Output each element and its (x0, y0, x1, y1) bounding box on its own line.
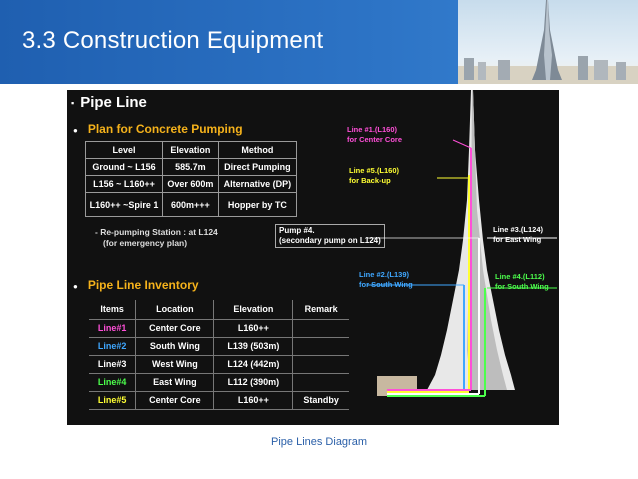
label-line: for South Wing (359, 280, 413, 289)
table-cell (293, 337, 349, 355)
inventory-title-text: Pipe Line Inventory (87, 278, 199, 292)
plan-title-text: Plan for Concrete Pumping (87, 122, 243, 136)
column-header: Level (86, 142, 163, 159)
table-cell: L156 ~ L160++ (86, 176, 163, 193)
table-row (89, 391, 349, 409)
header-photo (458, 0, 638, 84)
table-header-row (86, 142, 297, 159)
line3-label (493, 225, 543, 245)
repumping-note (95, 227, 218, 249)
table-cell (293, 319, 349, 337)
burj-khalifa-photo-icon (458, 0, 638, 84)
column-header: Location (136, 300, 214, 319)
table-cell: L160++ ~Spire 1 (86, 193, 163, 217)
pipe-inventory-table (89, 300, 349, 410)
table-cell: Hopper by TC (218, 193, 296, 217)
table-cell: L139 (503m) (214, 337, 293, 355)
column-header: Elevation (214, 300, 293, 319)
table-cell: Center Core (136, 319, 214, 337)
table-cell: Center Core (136, 391, 214, 409)
label-line: Line #1.(L160) (347, 125, 398, 134)
column-header: Method (218, 142, 296, 159)
line-item: Line#1 (89, 319, 136, 337)
callout-line: Pump #4. (279, 226, 315, 235)
table-cell: L112 (390m) (214, 373, 293, 391)
table-cell: West Wing (136, 355, 214, 373)
title-banner (0, 0, 638, 84)
repumping-line: (for emergency plan) (103, 238, 188, 248)
slide-main-title: ▪ Pipe Line (71, 94, 147, 111)
table-cell: South Wing (136, 337, 214, 355)
label-line: for Back-up (349, 176, 391, 185)
table-cell: 585.7m (163, 159, 219, 176)
repumping-line: - Re-pumping Station : at L124 (95, 227, 218, 237)
table-header-row (89, 300, 349, 319)
plan-heading (73, 122, 243, 136)
line5-label (349, 166, 399, 186)
table-cell: Standby (293, 391, 349, 409)
table-cell: L160++ (214, 319, 293, 337)
line-item: Line#2 (89, 337, 136, 355)
table-row (86, 159, 297, 176)
pumping-plan-table (85, 141, 297, 217)
column-header: Elevation (163, 142, 219, 159)
bullet-icon: ● (73, 126, 78, 135)
line-item: Line#4 (89, 373, 136, 391)
table-row (89, 355, 349, 373)
line-item: Line#3 (89, 355, 136, 373)
bullet-icon: ● (73, 282, 78, 291)
label-line: for South Wing (495, 282, 549, 291)
label-line: Line #5.(L160) (349, 166, 400, 175)
table-row (89, 319, 349, 337)
label-line: for East Wing (493, 235, 542, 244)
label-line: Line #2.(L139) (359, 270, 410, 279)
table-cell (293, 373, 349, 391)
column-header: Remark (293, 300, 349, 319)
figure-caption: Pipe Lines Diagram (271, 436, 367, 448)
table-cell: Alternative (DP) (218, 176, 296, 193)
table-cell (293, 355, 349, 373)
table-row (86, 193, 297, 217)
table-cell: Over 600m (163, 176, 219, 193)
table-cell: L124 (442m) (214, 355, 293, 373)
leader-line (453, 140, 471, 148)
table-row (89, 337, 349, 355)
table-row (86, 176, 297, 193)
label-line: Line #4.(L112) (495, 272, 545, 281)
line-item: Line#5 (89, 391, 136, 409)
line2-label (359, 270, 413, 290)
callout-line: (secondary pump on L124) (279, 236, 381, 245)
table-cell: East Wing (136, 373, 214, 391)
table-row (89, 373, 349, 391)
table-cell: Direct Pumping (218, 159, 296, 176)
line1-label (347, 125, 402, 145)
page-title: 3.3 Construction Equipment (22, 27, 324, 54)
table-cell: L160++ (214, 391, 293, 409)
table-cell: Ground ~ L156 (86, 159, 163, 176)
pipe-line-slide-image (67, 90, 559, 425)
inventory-heading (73, 278, 199, 292)
line4-label (495, 272, 549, 292)
label-line: Line #3.(L124) (493, 225, 544, 234)
table-cell: 600m+++ (163, 193, 219, 217)
label-line: for Center Core (347, 135, 403, 144)
column-header: Items (89, 300, 136, 319)
